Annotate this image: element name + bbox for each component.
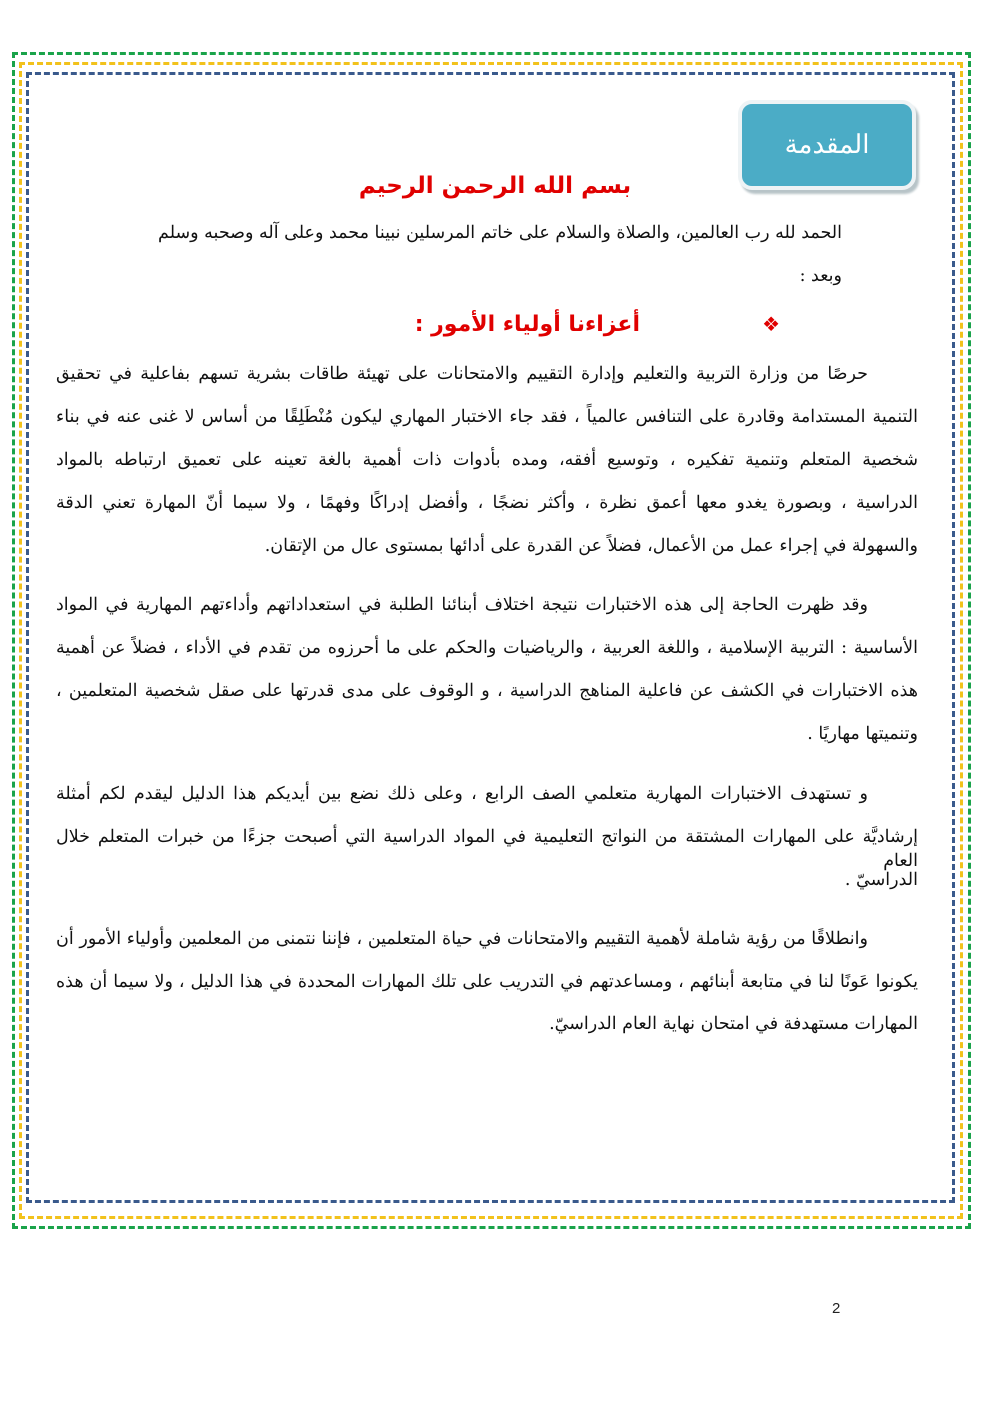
subheading: أعزاءنا أولياء الأمور :	[414, 312, 640, 337]
paragraph-2-line: وقد ظهرت الحاجة إلى هذه الاختبارات نتيجة اختلاف أبنائنا الطلبة في استعداداتهم وأداءتهم المهارية في المواد	[56, 595, 868, 615]
paragraph-4-line: وانطلاقًا من رؤية شاملة لأهمية التقييم والامتحانات في حياة المتعلمين ، فإننا نتمنى من المعلمين وأولياء الأمور أن	[56, 929, 868, 949]
paragraph-3-line: إرشاديَّة على المهارات المشتقة من النواتج التعليمية في المواد الدراسية التي أصبحت جزءًا من خبرات المتعلم خلال العام	[56, 827, 918, 871]
basmala: بسم الله الرحمن الرحيم	[358, 173, 632, 199]
paragraph-4-line: يكونوا عَونًا لنا في متابعة أبنائهم ، ومساعدتهم في التدريب على تلك المهارات المحددة في هذا الدليل ، ولا سيما أن هذه	[56, 972, 918, 992]
paragraph-1-line: حرصًا من وزارة التربية والتعليم وإدارة التقييم والامتحانات على تهيئة طاقات بشرية تسهم بفاعلية في تحقيق	[56, 364, 868, 384]
paragraph-2-line: هذه الاختبارات في الكشف عن فاعلية المناهج الدراسية ، و الوقوف على مدى قدرتها على صقل شخصية المتعلمين ،	[56, 681, 918, 701]
paragraph-1-line: شخصية المتعلم وتنمية تفكيره ، وتوسيع أفقه، ومده بأدوات ذات أهمية بالغة تعينه على تعميق ارتباطه بالمواد	[56, 450, 918, 470]
paragraph-1-line: الدراسية ، وبصورة يغدو معها أعمق نظرة ، وأكثر نضجًا ، وأفضل إدراكًا وفهمًا ، ولا سيما أنّ المهارة تعني الدقة	[56, 493, 918, 513]
paragraph-3-line: و تستهدف الاختبارات المهارية متعلمي الصف الرابع ، وعلى ذلك نضع بين أيديكم هذا الدليل ليقدم لكم أمثلة	[56, 784, 868, 804]
opening-wabaad: وبعد :	[799, 266, 842, 286]
opening-praise: الحمد لله رب العالمين، والصلاة والسلام على خاتم المرسلين نبينا محمد وعلى آله وصحبه وسلم	[158, 223, 842, 243]
paragraph-2-line: الأساسية : التربية الإسلامية ، واللغة العربية ، والرياضيات والحكم على ما أحرزوه من تقدم في الأداء ، فضلاً عن أهمية	[56, 638, 918, 658]
section-title-box: المقدمة	[738, 100, 916, 190]
page-number: 2	[832, 1300, 841, 1317]
paragraph-3-line: الدراسيّ .	[844, 870, 918, 890]
paragraph-4-line: المهارات مستهدفة في امتحان نهاية العام الدراسيّ.	[549, 1014, 918, 1034]
paragraph-1-line: والسهولة في إجراء عمل من الأعمال، فضلاً عن القدرة على أدائها بمستوى عال من الإتقان.	[264, 536, 918, 556]
bullet-icon: ❖	[762, 312, 780, 336]
paragraph-1-line: التنمية المستدامة وقادرة على التنافس عالمياً ، فقد جاء الاختبار المهاري ليكون مُنْطَلِقًا من أساس لا غنى عنه في بناء	[56, 407, 918, 427]
paragraph-2-line: وتنميتها مهاريًا .	[807, 724, 918, 744]
